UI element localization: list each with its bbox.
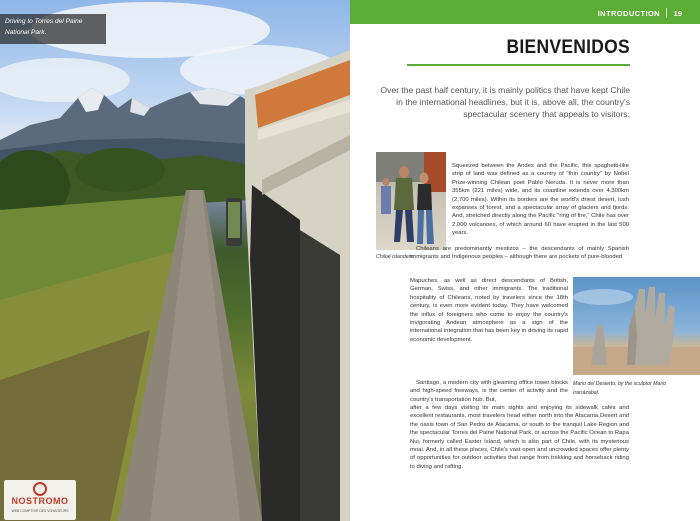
paragraph-3b-text: after a few days visiting its main sights and enjoying its sidewalk cafés and excellent restaurants, most travelers head either north into the Atacama Desert and the oasis town of San Pedro de Atacama, or south to the tranquil Lake Region and the spectacular Torres del Paine National Park, or across the Pacific Ocean to Rapa Nui, formerly called Easter Island, which is also part of Chile, with its mysterious moai. And, in all these places, Chile's vast open and uncrowded spaces offer plenty of opportunities for outdoor activities that range from trekking and horseback riding to diving and rafting.: [410, 405, 629, 470]
page-title: BIENVENIDOS: [506, 37, 630, 58]
logo-name: NOSTROMO: [11, 496, 69, 506]
intro-paragraph: Over the past half century, it is mainly politics that have kept Chile in the international headlines, but it is, above all, the country's spectacular scenery that appeals to visitors.: [380, 85, 630, 120]
paragraph-2a-text: Chileans are predominantly mestizos – the descendants of mainly Spanish immigrants and Indigenous peoples – although there are pockets of pure-blooded: [410, 246, 629, 261]
islanders-photo: [376, 152, 446, 250]
paragraph-2b-text: Mapuches, as well as direct descendants of British, German, Swiss, and other immigrants. The traditional hospitality of Chileans, noted by travelers since the 18th century, is even more evident today. They have welcomed the influx of foreigners who come to enjoy the country's invigorating Andean atmosphere as a sign of the international integration that has been key in driving its rapid economic development.: [410, 278, 568, 343]
body-paragraph-3b: [410, 404, 629, 471]
body-paragraph-2a: [410, 245, 629, 262]
header-divider: [666, 8, 667, 18]
body-paragraph-2b: [410, 277, 568, 344]
photo-caption-line-2: National Park.: [5, 29, 47, 36]
mano-caption: Mano del Desierto, by the sculptor Mario Irarrázabal.: [573, 381, 667, 396]
header-bar: [350, 0, 700, 24]
paragraph-3a-text: Santiago, a modern city with gleaming office tower blocks and high-speed freeways, is the center of activity and the country's transportation hub. But,: [410, 380, 568, 403]
title-underline: [407, 64, 630, 66]
photo-caption-line-1: Driving to Torres del Paine: [5, 18, 83, 25]
globe-icon: [33, 482, 47, 496]
body-paragraph-3a: [410, 379, 568, 404]
islanders-caption: Chiloé islanders.: [376, 254, 415, 260]
paragraph-1-text: Squeezed between the Andes and the Pacific, this spaghetti-like strip of land was defined as a country of "thin country" by Nobel Prize-winning Chilean poet Pablo Neruda. It is never more than 355km (221 miles) wide, and its coastline extends over 4,300km (2,700 miles). Within its borders are the world's driest desert, lush expanses of forest, and a spectacular array of glaciers and fjords. And, stretched directly along the Pacific "ring of fire," Chile has over 2,000 volcanoes, of which around 60 have erupted in the last 500 years.: [452, 163, 629, 237]
right-page: [350, 0, 700, 521]
page-number: 19: [673, 9, 682, 18]
section-label: INTRODUCTION: [597, 9, 660, 18]
photo-caption: [0, 14, 106, 44]
body-paragraph-1: [452, 162, 629, 238]
logo-tagline: WEB COMPTOIR DES VOYAGEURS: [11, 509, 69, 513]
mano-del-desierto-photo: [573, 277, 700, 375]
publisher-logo: [4, 480, 76, 520]
